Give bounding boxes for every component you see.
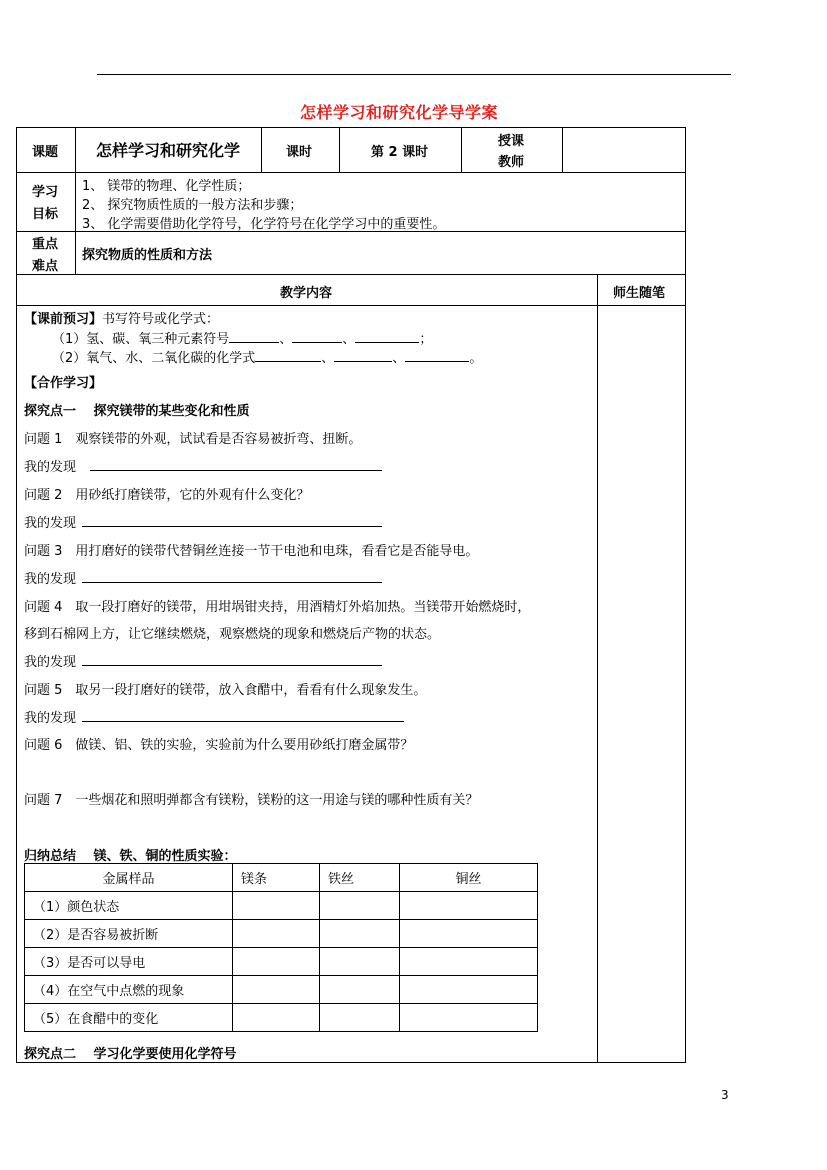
goal-item: 3、 化学需要借助化学符号，化学符号在化学学习中的重要性。 bbox=[82, 217, 446, 232]
question-5 bbox=[24, 679, 426, 698]
preview-q2-text: （2）氧气、水、二氧化碳的化学式 bbox=[52, 351, 256, 366]
table-cell[interactable] bbox=[400, 892, 538, 920]
separator: 。 bbox=[469, 351, 483, 366]
explore-1-title: 探究点一 探究镁带的某些变化和性质 bbox=[24, 404, 250, 419]
table-row-label: （4）在空气中点燃的现象 bbox=[25, 976, 233, 1004]
content-column-heading: 教学内容 bbox=[280, 286, 333, 301]
table-cell[interactable] bbox=[233, 948, 320, 976]
question-text: 一些烟花和照明弹都含有镁粉，镁粉的这一用途与镁的哪种性质有关？ bbox=[75, 793, 479, 808]
summary-title: 归纳总结 镁、铁、铜的性质实验： bbox=[24, 849, 237, 864]
question-4 bbox=[24, 596, 530, 615]
answer-blank[interactable] bbox=[355, 330, 419, 343]
table-row bbox=[25, 976, 538, 1004]
table-cell[interactable] bbox=[233, 976, 320, 1004]
question-text: 用打磨好的镁带代替铜丝连接一节干电池和电珠，看看它是否能导电。 bbox=[75, 544, 479, 559]
finding-label: 我的发现 bbox=[24, 711, 77, 726]
explore-2-title: 探究点二 学习化学要使用化学符号 bbox=[24, 1047, 237, 1062]
finding-blank[interactable] bbox=[82, 526, 382, 527]
question-text: 观察镁带的外观，试试看是否容易被折弯、扭断。 bbox=[75, 432, 362, 447]
answer-blank[interactable] bbox=[229, 330, 279, 343]
table-row-label: （5）在食醋中的变化 bbox=[25, 1004, 233, 1032]
separator: 、 bbox=[342, 332, 356, 347]
question-text: 取一段打磨好的镁带，用坩埚钳夹持，用酒精灯外焰加热。当镁带开始燃烧时， bbox=[75, 600, 531, 615]
period-value: 第 2 课时 bbox=[371, 145, 429, 160]
col-divider bbox=[461, 127, 462, 172]
preview-q1-text: （1）氢、碳、氧三种元素符号 bbox=[52, 332, 230, 347]
table-row-label: （3）是否可以导电 bbox=[25, 948, 233, 976]
question-text: 用砂纸打磨镁带，它的外观有什么变化？ bbox=[75, 488, 310, 503]
summary-table bbox=[24, 863, 538, 1032]
question-text: 做镁、铝、铁的实验，实验前为什么要用砂纸打磨金属带？ bbox=[75, 738, 414, 753]
table-header-cell: 铁丝 bbox=[320, 864, 400, 892]
separator: ； bbox=[419, 332, 433, 347]
row-divider bbox=[16, 172, 686, 173]
table-cell[interactable] bbox=[320, 948, 400, 976]
header-rule bbox=[97, 74, 731, 75]
answer-blank[interactable] bbox=[405, 349, 469, 362]
document-title: 怎样学习和研究化学导学案 bbox=[300, 103, 499, 122]
table-row-label: （1）颜色状态 bbox=[25, 892, 233, 920]
table-row bbox=[25, 920, 538, 948]
question-1 bbox=[24, 428, 361, 447]
finding-label: 我的发现 bbox=[24, 572, 77, 587]
question-label: 问题 7 bbox=[24, 793, 63, 808]
goal-item: 1、 镁带的物理、化学性质； bbox=[82, 179, 251, 194]
preview-question-1 bbox=[52, 328, 432, 347]
key-points-value: 探究物质的性质和方法 bbox=[82, 248, 213, 263]
preview-line bbox=[24, 308, 219, 327]
question-label: 问题 6 bbox=[24, 738, 63, 753]
col-divider bbox=[261, 127, 262, 172]
teacher-label: 教师 bbox=[498, 155, 525, 170]
finding-blank[interactable] bbox=[90, 470, 382, 471]
table-cell[interactable] bbox=[400, 948, 538, 976]
period-label: 课时 bbox=[286, 145, 313, 160]
separator: 、 bbox=[392, 351, 406, 366]
key-points-label: 难点 bbox=[32, 259, 59, 274]
table-row bbox=[25, 1004, 538, 1032]
goal-item: 2、 探究物质性质的一般方法和步骤； bbox=[82, 198, 303, 213]
preview-question-2 bbox=[52, 347, 482, 366]
table-row bbox=[25, 948, 538, 976]
question-6 bbox=[24, 734, 413, 753]
finding-blank[interactable] bbox=[82, 665, 382, 666]
table-header-cell: 金属样品 bbox=[25, 864, 233, 892]
col-divider bbox=[597, 274, 598, 1063]
question-label: 问题 2 bbox=[24, 488, 63, 503]
goals-label: 目标 bbox=[32, 207, 59, 222]
col-divider bbox=[562, 127, 563, 172]
table-cell[interactable] bbox=[400, 976, 538, 1004]
col-divider bbox=[75, 127, 76, 274]
separator: 、 bbox=[321, 351, 335, 366]
table-row bbox=[25, 892, 538, 920]
preview-heading: 【课前预习】 bbox=[24, 312, 103, 327]
table-row-label: （2）是否容易被折断 bbox=[25, 920, 233, 948]
table-row bbox=[25, 864, 538, 892]
answer-blank[interactable] bbox=[255, 349, 321, 362]
table-cell[interactable] bbox=[233, 920, 320, 948]
answer-blank[interactable] bbox=[292, 330, 342, 343]
table-cell[interactable] bbox=[320, 892, 400, 920]
row-divider bbox=[16, 274, 686, 275]
col-divider bbox=[339, 127, 340, 172]
table-header-cell: 铜丝 bbox=[400, 864, 538, 892]
finding-label: 我的发现 bbox=[24, 655, 77, 670]
finding-blank[interactable] bbox=[82, 721, 404, 722]
table-cell[interactable] bbox=[233, 892, 320, 920]
topic-label: 课题 bbox=[32, 145, 59, 160]
question-3 bbox=[24, 540, 478, 559]
question-label: 问题 4 bbox=[24, 600, 63, 615]
question-label: 问题 1 bbox=[24, 432, 63, 447]
table-cell[interactable] bbox=[233, 1004, 320, 1032]
table-cell[interactable] bbox=[400, 920, 538, 948]
coop-heading: 【合作学习】 bbox=[24, 376, 103, 391]
separator: 、 bbox=[279, 332, 293, 347]
answer-blank[interactable] bbox=[334, 349, 392, 362]
teacher-label: 授课 bbox=[498, 134, 525, 149]
page-number: 3 bbox=[721, 1088, 729, 1102]
goals-label: 学习 bbox=[32, 185, 59, 200]
topic-value: 怎样学习和研究化学 bbox=[96, 141, 241, 160]
question-4-continued: 移到石棉网上方，让它继续燃烧，观察燃烧的现象和燃烧后产物的状态。 bbox=[24, 627, 441, 642]
key-points-label: 重点 bbox=[32, 237, 59, 252]
table-cell[interactable] bbox=[320, 1004, 400, 1032]
question-text: 取另一段打磨好的镁带，放入食醋中，看看有什么现象发生。 bbox=[75, 683, 427, 698]
table-header-cell: 镁条 bbox=[233, 864, 320, 892]
question-2 bbox=[24, 484, 309, 503]
table-cell[interactable] bbox=[400, 1004, 538, 1032]
finding-label: 我的发现 bbox=[24, 460, 77, 475]
question-label: 问题 5 bbox=[24, 683, 63, 698]
finding-label: 我的发现 bbox=[24, 516, 77, 531]
preview-intro: 书写符号或化学式： bbox=[102, 312, 220, 327]
finding-blank[interactable] bbox=[82, 582, 382, 583]
question-7 bbox=[24, 789, 478, 808]
table-cell[interactable] bbox=[320, 920, 400, 948]
table-cell[interactable] bbox=[320, 976, 400, 1004]
notes-column-heading: 师生随笔 bbox=[613, 286, 666, 301]
row-divider bbox=[16, 305, 686, 306]
question-label: 问题 3 bbox=[24, 544, 63, 559]
